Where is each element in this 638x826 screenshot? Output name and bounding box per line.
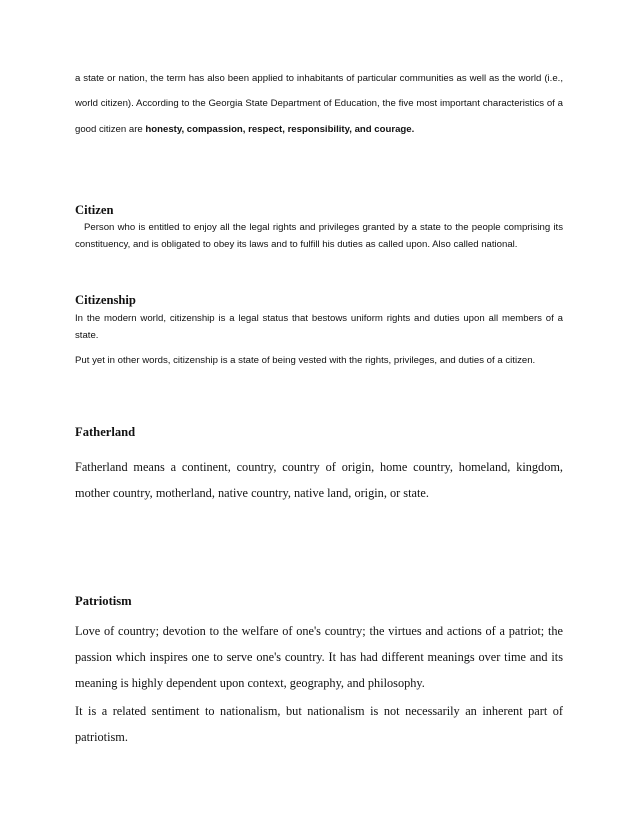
heading-patriotism: Patriotism	[75, 594, 132, 608]
intro-paragraph	[75, 66, 563, 142]
citizenship-paragraph-2: Put yet in other words, citizenship is a state of being vested with the rights, privileges, and duties of a citizen.	[75, 355, 536, 366]
intro-text: a state or nation, the term has also been applied to inhabitants of particular communities as well as the world (i.e., world citizen). According to the Georgia State Department of Education, the five most important characteristics of a good citizen are	[75, 73, 563, 135]
fatherland-definition: Fatherland means a continent, country, country of origin, home country, homeland, kingdom, mother country, motherland, native country, native land, origin, or state.	[75, 460, 563, 500]
citizen-definition-text: Person who is entitled to enjoy all the legal rights and privileges granted by a state to the people comprising its constituency, and is obligated to obey its laws and to fulfill his duties as called upon. Also called national.	[75, 222, 563, 251]
heading-citizenship: Citizenship	[75, 293, 136, 307]
citizenship-paragraph-1: In the modern world, citizenship is a legal status that bestows uniform rights and duties upon all members of a state.	[75, 313, 563, 342]
patriotism-paragraph-1: Love of country; devotion to the welfare of one's country; the virtues and actions of a patriot; the passion which inspires one to serve one's country. It has had different meanings over time and its meaning is highly dependent upon context, geography, and philosophy.	[75, 624, 563, 690]
heading-citizen: Citizen	[75, 203, 114, 217]
patriotism-paragraph-2: It is a related sentiment to nationalism, but nationalism is not necessarily an inherent part of patriotism.	[75, 704, 563, 744]
heading-fatherland: Fatherland	[75, 425, 136, 439]
citizen-definition	[75, 219, 563, 254]
intro-bold-characteristics: honesty, compassion, respect, responsibility, and courage.	[145, 123, 415, 135]
